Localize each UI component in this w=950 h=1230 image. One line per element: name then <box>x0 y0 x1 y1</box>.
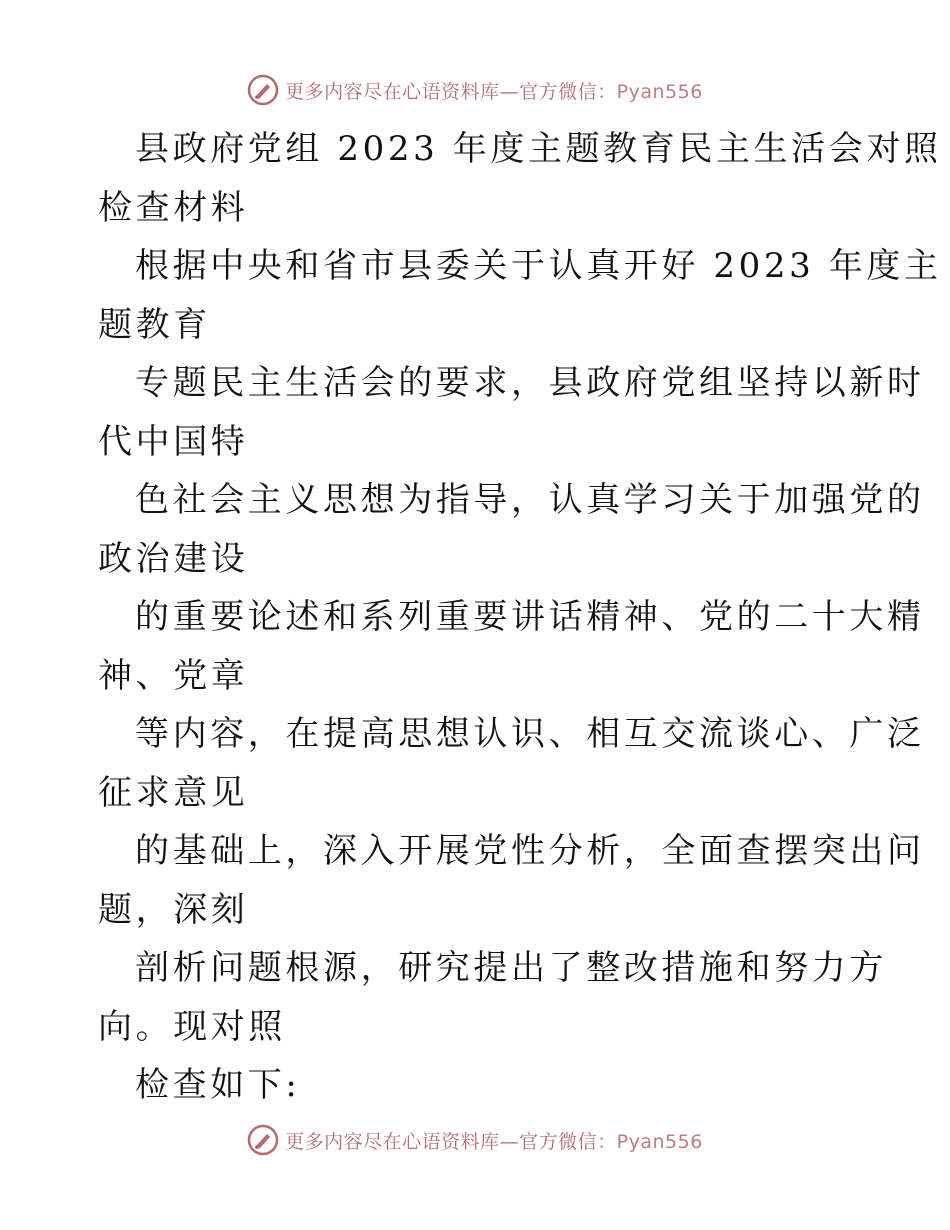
paragraph: 检查如下: <box>135 1065 301 1105</box>
paragraph: 的基础上，深入开展党性分析，全面查摆突出问 题，深刻 <box>98 831 925 930</box>
header-watermark <box>0 70 950 110</box>
paragraph: 的重要论述和系列重要讲话精神、党的二十大精 神、党章 <box>98 597 925 696</box>
watermark-text: 更多内容尽在心语资料库—官方微信：Pyan556 <box>285 1130 703 1153</box>
paragraph: 根据中央和省市县委关于认真开好 2023 年度主 题教育 <box>98 246 942 345</box>
document-body <box>98 120 942 1115</box>
watermark-text: 更多内容尽在心语资料库—官方微信：Pyan556 <box>285 80 703 103</box>
paragraph: 剖析问题根源，研究提出了整改措施和努力方 向。现对照 <box>98 948 887 1047</box>
footer-watermark <box>0 1120 950 1160</box>
paragraph: 专题民主生活会的要求，县政府党组坚持以新时 代中国特 <box>98 363 925 462</box>
pen-logo-icon <box>247 1124 279 1156</box>
paragraph-title: 县政府党组 2023 年度主题教育民主生活会对照 检查材料 <box>98 129 942 228</box>
pen-logo-icon <box>247 74 279 106</box>
paragraph: 等内容，在提高思想认识、相互交流谈心、广泛 征求意见 <box>98 714 925 813</box>
paragraph: 色社会主义思想为指导，认真学习关于加强党的 政治建设 <box>98 480 925 579</box>
